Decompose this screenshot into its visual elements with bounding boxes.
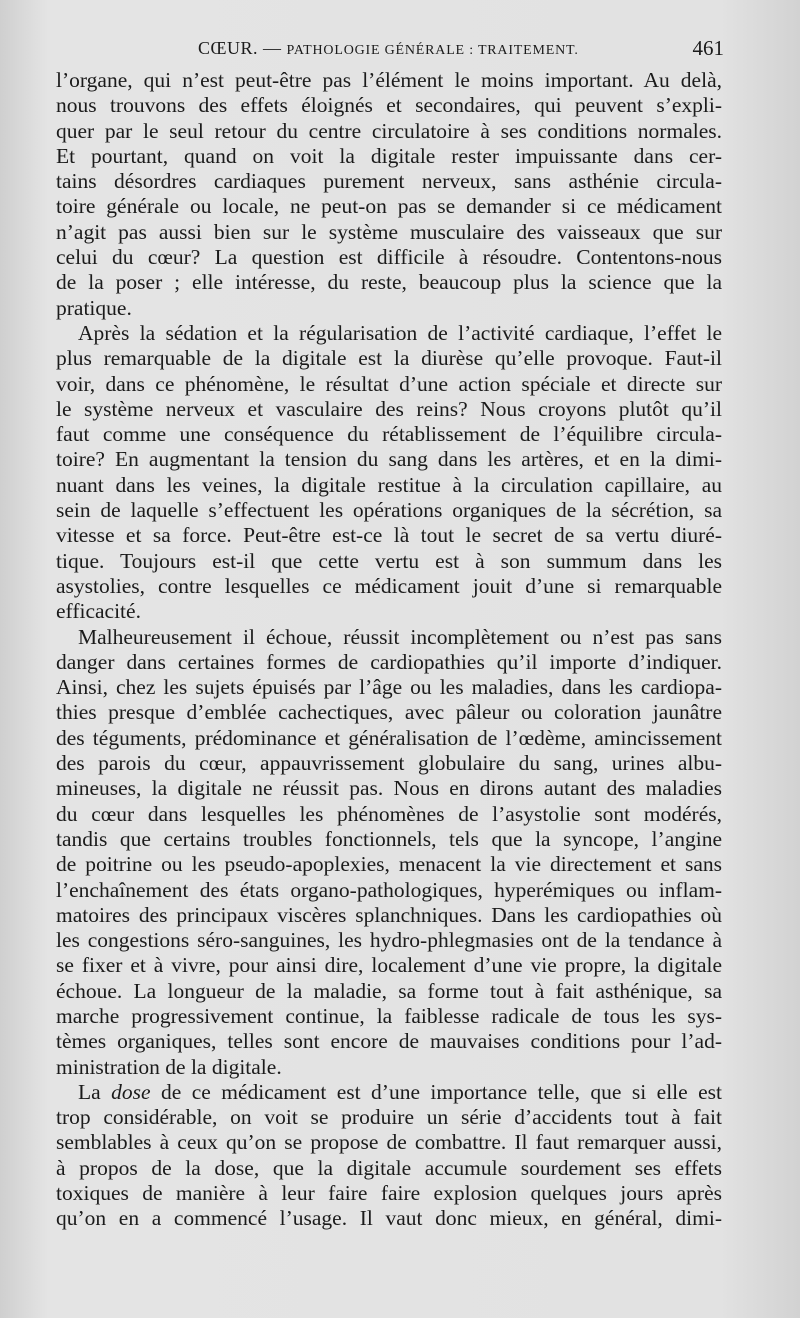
text-line: semblables à ceux qu’on se propose de combattre. Il faut remarquer aussi, [56,1130,722,1155]
text-line: qu’on en a commencé l’usage. Il vaut donc mieux, en général, dimi- [56,1206,722,1231]
text-fragment: de ce médicament est d’une importance telle, que si elle est [150,1079,722,1104]
text-line: Malheureusement il échoue, réussit incomplètement ou n’est pas sans [78,624,722,649]
text-line: des parois du cœur, appauvrissement globulaire du sang, urines albu- [56,751,722,776]
text-line: nuant dans les veines, la digitale restitue à la circulation capillaire, au [56,472,722,497]
text-line: l’organe, qui n’est peut-être pas l’élément le moins important. Au delà, [56,68,722,92]
text-line: tains désordres cardiaques purement nerveux, sans asthénie circula- [56,169,722,194]
running-head-title [198,38,579,59]
text-line: les congestions séro-sanguines, les hydro-phlegmasies ont de la tendance à [56,928,722,953]
text-line: se fixer et à vivre, pour ainsi dire, localement d’une vie propre, la digitale [56,953,722,978]
text-line: pratique. [56,295,132,320]
text-line: danger dans certaines formes de cardiopathies qu’il importe d’indiquer. [56,649,722,674]
text-line: du cœur dans lesquelles les phénomènes de l’asystolie sont modérés, [56,801,722,826]
text-line: marche progressivement continue, la faiblesse radicale de tous les sys- [56,1003,722,1028]
text-line: tique. Toujours est-il que cette vertu est à son summum dans les [56,548,722,573]
text-line: nous trouvons des effets éloignés et secondaires, qui peuvent s’expli- [56,93,722,118]
text-line: ministration de la digitale. [56,1054,282,1079]
text-line: mineuses, la digitale ne réussit pas. Nous en dirons autant des maladies [56,776,722,801]
title-dash: — [263,38,282,58]
text-line: le système nerveux et vasculaire des reins? Nous croyons plutôt qu’il [56,396,722,421]
text-line: celui du cœur? La question est difficile à résoudre. Contentons-nous [56,245,722,270]
chapter-title: CŒUR. [198,38,259,58]
paragraph-4 [56,1080,722,1232]
text-line: asystolies, contre lesquelles ce médicament jouit d’une si remarquable [56,573,722,598]
text-line: des téguments, prédominance et généralisation de l’œdème, amincissement [56,725,722,750]
paragraph-1 [56,68,722,321]
text-line: à propos de la dose, que la digitale accumule sourdement ses effets [56,1155,722,1180]
page-number: 461 [692,36,724,60]
text-line: Et pourtant, quand on voit la digitale rester impuissante dans cer- [56,143,722,168]
text-line: efficacité. [56,599,141,624]
text-line [56,1080,722,1105]
text-fragment: La [78,1079,112,1104]
text-line: sein de laquelle s’effectuent les opérations organiques de la sécrétion, sa [56,498,722,523]
text-line: toire générale ou locale, ne peut-on pas se demander si ce médicament [56,194,722,219]
running-header [56,38,746,68]
text-line: Après la sédation et la régularisation de l’activité cardiaque, l’effet le [78,320,722,345]
text-line: plus remarquable de la digitale est la diurèse qu’elle provoque. Faut-il [56,346,722,371]
paragraph-2 [56,321,722,625]
text-line: échoue. La longueur de la maladie, sa forme tout à fait asthénique, sa [56,978,722,1003]
text-line: vitesse et sa force. Peut-être est-ce là tout le secret de sa vertu diuré- [56,523,722,548]
section-title: PATHOLOGIE GÉNÉRALE : TRAITEMENT. [286,43,579,58]
emphasized-word: dose [111,1079,151,1104]
text-line: de la poser ; elle intéresse, du reste, beaucoup plus la science que la [56,270,722,295]
text-line: tèmes organiques, telles sont encore de mauvaises conditions pour l’ad- [56,1029,722,1054]
text-line: thies presque d’emblée cachectiques, avec pâleur ou coloration jaunâtre [56,700,722,725]
text-line: trop considérable, on voit se produire un série d’accidents tout à fait [56,1105,722,1130]
text-line: matoires des principaux viscères splanchniques. Dans les cardiopathies où [56,902,722,927]
text-line: faut comme une conséquence du rétablissement de l’équilibre circula- [56,422,722,447]
text-line: tandis que certains troubles fonctionnels, tels que la syncope, l’angine [56,826,722,851]
text-line: Ainsi, chez les sujets épuisés par l’âge ou les maladies, dans les cardiopa- [56,675,722,700]
text-line: toxiques de manière à leur faire faire explosion quelques jours après [56,1181,722,1206]
text-line: voir, dans ce phénomène, le résultat d’une action spéciale et directe sur [56,371,722,396]
text-line: de poitrine ou les pseudo-apoplexies, menacent la vie directement et sans [56,852,722,877]
body-text [56,68,722,1232]
text-line: toire? En augmentant la tension du sang dans les artères, et en la dimi- [56,447,722,472]
text-line: n’agit pas aussi bien sur le système musculaire des vaisseaux que sur [56,219,722,244]
text-line: l’enchaînement des états organo-pathologiques, hyperémiques ou inflam- [56,877,722,902]
text-line: quer par le seul retour du centre circulatoire à ses conditions normales. [56,118,722,143]
paragraph-3 [56,625,722,1080]
